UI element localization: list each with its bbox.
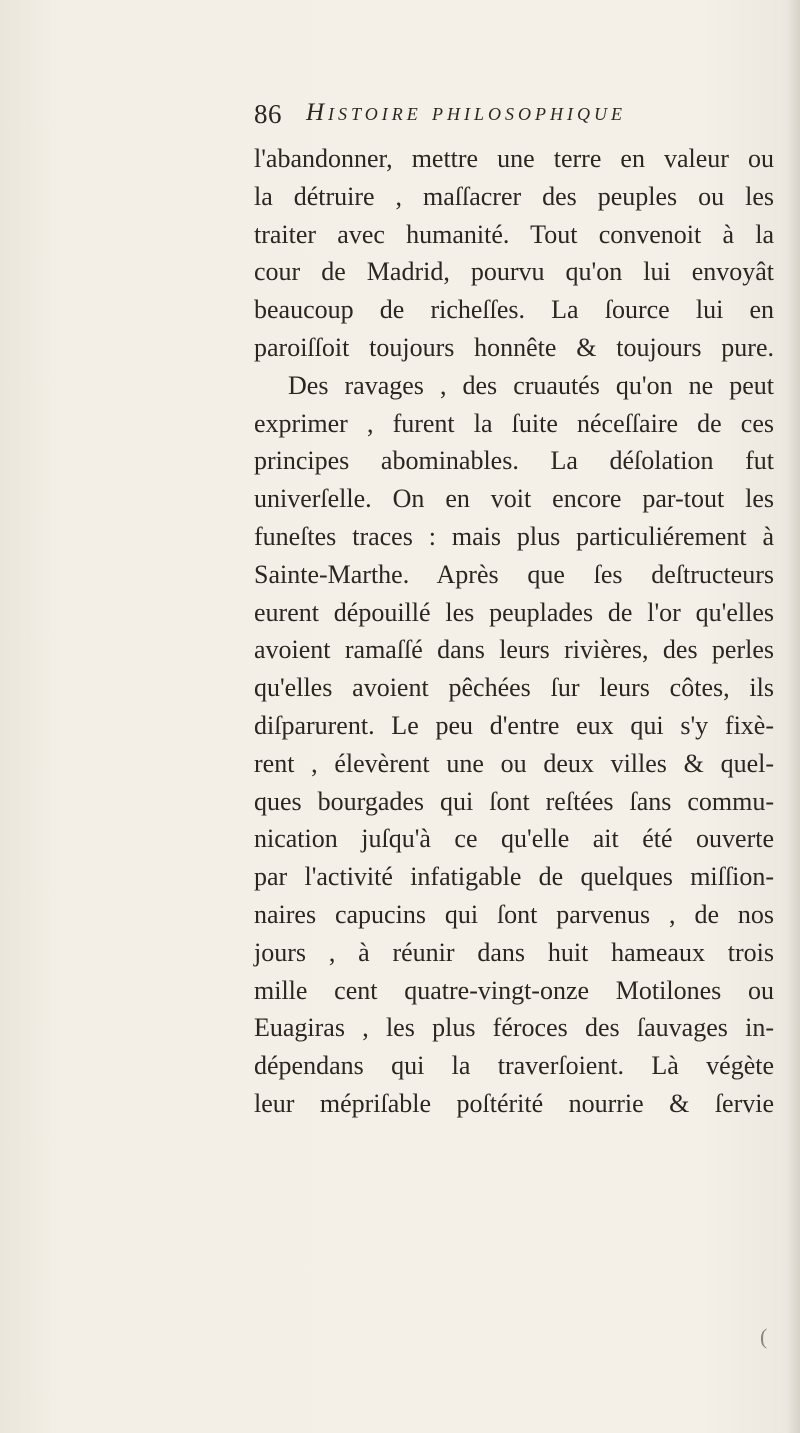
text-line: nication juſqu'à ce qu'elle ait été ouverte: [254, 824, 774, 854]
text-line: naires capucins qui ſont parvenus , de nos: [254, 899, 774, 929]
text-line: avoient ramaſſé dans leurs rivières, des perles: [254, 635, 774, 665]
text-line: par l'activité infatigable de quelques miſſion-: [254, 862, 774, 892]
page-number: 86: [254, 99, 282, 129]
body-text: [254, 140, 774, 1123]
text-line: l'abandonner, mettre une terre en valeur ou: [254, 144, 774, 173]
text-line: jours , à réunir dans huit hameaux trois: [254, 937, 774, 967]
text-line: Des ravages , des cruautés qu'on ne peut: [288, 370, 774, 400]
text-line: traiter avec humanité. Tout convenoit à la: [254, 219, 774, 249]
text-line: ques bourgades qui ſont reſtées ſans commu-: [254, 786, 774, 816]
text-line: diſparurent. Le peu d'entre eux qui s'y fixè-: [254, 710, 774, 740]
text-line: principes abominables. La déſolation fut: [254, 446, 774, 476]
text-line: dépendans qui la traverſoient. Là végète: [254, 1051, 774, 1081]
text-line: paroiſſoit toujours honnête & toujours pure.: [254, 332, 774, 362]
text-line: univerſelle. On en voit encore par-tout les: [254, 484, 774, 514]
text-line: exprimer , furent la ſuite néceſſaire de ces: [254, 408, 774, 438]
text-line: Euagiras , les plus féroces des ſauvages in-: [254, 1013, 774, 1043]
page-edge-shadow: [786, 0, 800, 1433]
text-line: eurent dépouillé les peuplades de l'or qu'elles: [254, 597, 774, 627]
text-line: funeſtes traces : mais plus particuliérement à: [254, 521, 774, 551]
text-line: leur mépriſable poſtérité nourrie & ſervie: [254, 1088, 774, 1118]
page-header: [254, 99, 774, 139]
text-line: beaucoup de richeſſes. La ſource lui en: [254, 295, 774, 325]
text-line: rent , élevèrent une ou deux villes & quel-: [254, 748, 774, 778]
text-line: cour de Madrid, pourvu qu'on lui envoyât: [254, 257, 774, 287]
running-title: Histoire philosophique: [306, 99, 626, 126]
text-line: la détruire , maſſacrer des peuples ou les: [254, 181, 774, 211]
catchword: (: [760, 1324, 768, 1349]
text-line: mille cent quatre-vingt-onze Motilones ou: [254, 975, 774, 1005]
text-line: qu'elles avoient pêchées ſur leurs côtes, ils: [254, 673, 774, 703]
text-line: Sainte-Marthe. Après que ſes deſtructeurs: [254, 559, 774, 589]
